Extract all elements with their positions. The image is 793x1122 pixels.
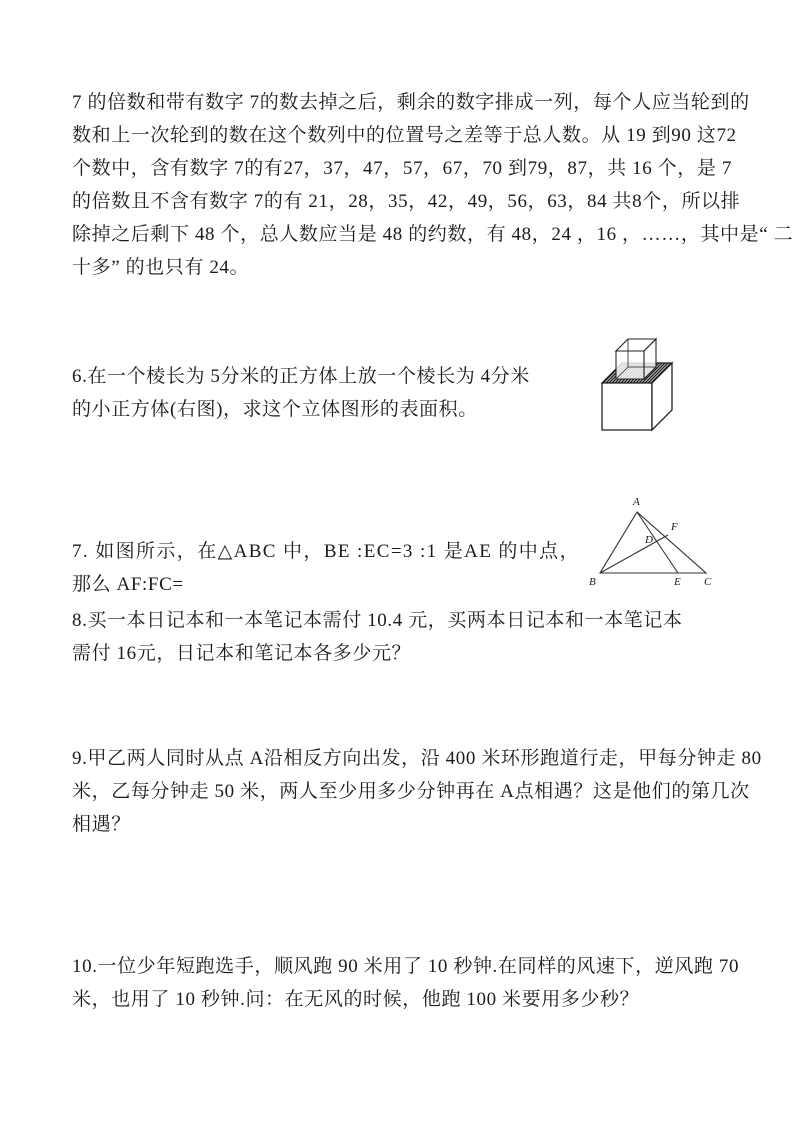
text-line: 十多” 的也只有 24。 [72,257,250,278]
triangle-abc-drawing [578,493,723,593]
text-line: 6.在一个棱长为 5分米的正方体上放一个棱长为 4分米 [72,366,530,387]
problem-6 [72,360,530,426]
text-line: 的倍数且不含有数字 7的有 21，28，35，42，49，56，63，84 共8个，所以排 [72,191,741,212]
text-line: 个数中，含有数字 7的有27，37，47，57，67，70 到79，87，共 16 个，是 7 [72,158,732,179]
point-label-e: E [674,576,681,588]
large-cube-front-face [602,383,652,430]
text-line: 的小正方体(右图)，求这个立体图形的表面积。 [72,399,478,420]
text-line: 数和上一次轮到的数在这个数列中的位置号之差等于总人数。从 19 到90 这72 [72,125,737,146]
text-line: 米，乙每分钟走 50 米，两人至少用多少分钟再在 A点相遇？这是他们的第几次 [72,781,750,802]
small-cube [616,339,656,379]
problem-9 [72,742,762,841]
text-line: 相遇？ [72,814,131,835]
point-label-f: F [671,521,678,533]
problem-7 [72,535,580,601]
cube-figure [596,334,686,446]
text-line: 10.一位少年短跑选手，顺风跑 90 米用了 10 秒钟.在同样的风速下，逆风跑 70 [72,956,740,977]
problem-8 [72,604,683,670]
cube-on-cube-drawing [596,334,686,446]
text-line: 那么 AF:FC= [72,574,184,595]
vertex-label-b: B [589,576,596,588]
text-line: 9.甲乙两人同时从点 A沿相反方向出发，沿 400 米环形跑道行走，甲每分钟走 80 [72,748,762,769]
text-line: 8.买一本日记本和一本笔记本需付 10.4 元，买两本日记本和一本笔记本 [72,610,683,631]
text-line: 除掉之后剩下 48 个，总人数应当是 48 的约数，有 48，24 ，16 ，……，其中是“ 二 [72,224,793,245]
text-line: 米，也用了 10 秒钟.问：在无风的时候，他跑 100 米要用多少秒？ [72,989,640,1010]
text-line: 需付 16元，日记本和笔记本各多少元？ [72,643,412,664]
intro-paragraph [72,86,793,284]
vertex-label-a: A [633,496,640,508]
text-line: 7. 如图所示，在△ABC 中，BE :EC=3 :1 是AE 的中点， [72,541,580,562]
problem-10 [72,950,739,1016]
triangle-lines [600,512,706,573]
vertex-label-c: C [704,576,712,588]
point-label-d: D [645,534,653,546]
triangle-figure [578,493,723,593]
text-line: 7 的倍数和带有数字 7的数去掉之后，剩余的数字排成一列，每个人应当轮到的 [72,92,750,113]
